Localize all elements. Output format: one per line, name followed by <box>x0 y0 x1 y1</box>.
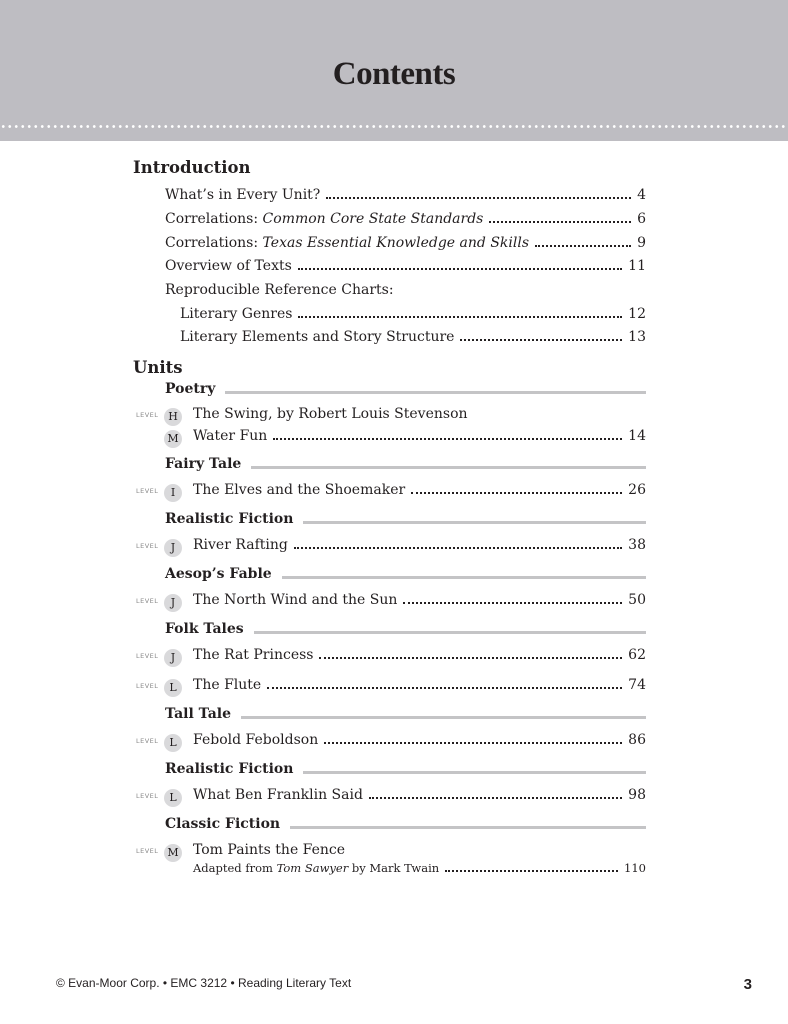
toc-entry[interactable] <box>193 787 646 803</box>
genre-label: Poetry <box>165 381 216 397</box>
entry-label <box>193 428 267 444</box>
level-label: LEVEL <box>136 542 159 550</box>
section-heading-units: Units <box>133 358 183 377</box>
dot-leader <box>326 197 631 199</box>
entry-text: Literary Elements and Story Structure <box>180 329 455 345</box>
dot-leader <box>273 438 622 440</box>
dot-leader <box>267 687 622 689</box>
entry-page: 14 <box>628 428 646 444</box>
entry-label <box>180 306 292 322</box>
genre-rule <box>303 521 646 524</box>
entry-text: Overview of Texts <box>165 258 292 274</box>
toc-entry[interactable] <box>180 329 646 345</box>
footer <box>56 976 752 993</box>
genre-rule <box>241 716 646 719</box>
genre-heading <box>165 512 646 527</box>
page-number: 3 <box>743 976 752 993</box>
level-badge: L <box>164 789 182 807</box>
entry-page: 13 <box>628 329 646 345</box>
dot-leader <box>298 268 622 270</box>
dot-leader <box>324 742 622 744</box>
toc-entry[interactable] <box>193 842 345 858</box>
genre-rule <box>225 391 646 394</box>
genre-rule <box>282 576 646 579</box>
dot-leader <box>369 797 622 799</box>
genre-heading <box>165 622 646 637</box>
genre-heading <box>165 457 646 472</box>
level-label: LEVEL <box>136 652 159 660</box>
entry-label <box>165 187 320 203</box>
level-badge: J <box>164 539 182 557</box>
entry-text: The Flute <box>193 677 262 693</box>
entry-label <box>193 537 288 553</box>
genre-heading <box>165 817 646 832</box>
entry-italic: Tom Sawyer <box>276 861 349 875</box>
dotted-divider <box>0 125 788 128</box>
entry-italic: Common Core State Standards <box>262 211 484 227</box>
genre-label: Fairy Tale <box>165 456 242 472</box>
level-badge: M <box>164 844 182 862</box>
entry-text: Reproducible Reference Charts: <box>165 282 394 298</box>
toc-entry[interactable] <box>193 406 468 422</box>
dot-leader <box>319 657 622 659</box>
dot-leader <box>294 547 622 549</box>
dot-leader <box>298 316 622 318</box>
toc-entry[interactable] <box>193 860 646 876</box>
level-label: LEVEL <box>136 682 159 690</box>
entry-label <box>193 482 405 498</box>
toc-entry[interactable] <box>193 482 646 498</box>
entry-label <box>193 860 439 876</box>
entry-label <box>193 732 318 748</box>
level-label: LEVEL <box>136 487 159 495</box>
entry-page: 26 <box>628 482 646 498</box>
entry-label <box>165 211 483 227</box>
entry-label <box>193 677 261 693</box>
level-badge: L <box>164 734 182 752</box>
level-label: LEVEL <box>136 847 159 855</box>
level-label: LEVEL <box>136 597 159 605</box>
entry-label <box>165 235 529 251</box>
genre-rule <box>303 771 646 774</box>
genre-rule <box>251 466 646 469</box>
entry-label <box>193 592 397 608</box>
genre-heading <box>165 567 646 582</box>
dot-leader <box>460 339 622 341</box>
genre-label: Realistic Fiction <box>165 761 294 777</box>
level-badge: L <box>164 679 182 697</box>
entry-page: 4 <box>637 187 646 203</box>
genre-label: Realistic Fiction <box>165 511 294 527</box>
dot-leader <box>535 245 631 247</box>
entry-text-after: by Mark Twain <box>348 861 440 875</box>
entry-page: 50 <box>628 592 646 608</box>
toc-entry[interactable] <box>165 211 646 227</box>
level-badge: H <box>164 408 182 426</box>
level-badge: J <box>164 649 182 667</box>
genre-label: Aesop’s Fable <box>165 566 272 582</box>
toc-entry[interactable] <box>193 677 646 693</box>
entry-text: Literary Genres <box>180 306 293 322</box>
section-heading-introduction: Introduction <box>133 158 251 177</box>
level-label: LEVEL <box>136 737 159 745</box>
genre-heading <box>165 762 646 777</box>
entry-italic: Texas Essential Knowledge and Skills <box>262 235 530 251</box>
entry-text: Febold Feboldson <box>193 732 319 748</box>
entry-label <box>193 647 313 663</box>
dot-leader <box>403 602 622 604</box>
toc-entry[interactable] <box>165 235 646 251</box>
entry-label <box>165 258 292 274</box>
entry-label <box>193 787 363 803</box>
genre-label: Classic Fiction <box>165 816 281 832</box>
entry-page: 9 <box>637 235 646 251</box>
genre-label: Tall Tale <box>165 706 232 722</box>
toc-entry[interactable] <box>165 258 646 274</box>
entry-text: Correlations: <box>165 235 263 251</box>
entry-page: 11 <box>628 258 646 274</box>
entry-page: 38 <box>628 537 646 553</box>
entry-page: 12 <box>628 306 646 322</box>
level-badge: M <box>164 430 182 448</box>
entry-page: 62 <box>628 647 646 663</box>
genre-heading <box>165 382 646 397</box>
level-label: LEVEL <box>136 792 159 800</box>
toc-entry[interactable] <box>193 537 646 553</box>
header-band <box>0 0 788 141</box>
entry-label <box>180 329 454 345</box>
entry-page: 86 <box>628 732 646 748</box>
dot-leader <box>489 221 631 223</box>
entry-text: What’s in Every Unit? <box>165 187 321 203</box>
toc-entry[interactable] <box>165 187 646 203</box>
entry-text: River Rafting <box>193 537 288 553</box>
level-label: LEVEL <box>136 411 159 419</box>
entry-text: Water Fun <box>193 428 268 444</box>
toc-entry[interactable] <box>193 647 646 663</box>
entry-text: The North Wind and the Sun <box>193 592 398 608</box>
toc-entry[interactable] <box>193 592 646 608</box>
entry-text: The Elves and the Shoemaker <box>193 482 406 498</box>
entry-text: The Swing, by Robert Louis Stevenson <box>193 406 468 422</box>
footer-credit: © Evan-Moor Corp. • EMC 3212 • Reading Literary Text <box>56 976 352 990</box>
entry-page: 74 <box>628 677 646 693</box>
toc-entry[interactable] <box>180 306 646 322</box>
entry-label <box>165 282 394 298</box>
entry-text: What Ben Franklin Said <box>193 787 363 803</box>
entry-text: The Rat Princess <box>193 647 314 663</box>
entry-text: Correlations: <box>165 211 263 227</box>
toc-entry[interactable] <box>193 428 646 444</box>
dot-leader <box>445 870 618 872</box>
toc-entry[interactable] <box>165 282 394 298</box>
entry-page: 110 <box>624 861 646 875</box>
dot-leader <box>411 492 622 494</box>
genre-rule <box>290 826 646 829</box>
entry-label <box>193 406 468 422</box>
entry-page: 98 <box>628 787 646 803</box>
level-badge: J <box>164 594 182 612</box>
entry-label <box>193 842 345 858</box>
entry-text: Adapted from <box>193 861 277 875</box>
level-badge: I <box>164 484 182 502</box>
genre-heading <box>165 707 646 722</box>
genre-rule <box>254 631 646 634</box>
page-title: Contents <box>332 56 456 92</box>
genre-label: Folk Tales <box>165 621 244 637</box>
entry-page: 6 <box>637 211 646 227</box>
toc-entry[interactable] <box>193 732 646 748</box>
entry-text: Tom Paints the Fence <box>193 842 346 858</box>
